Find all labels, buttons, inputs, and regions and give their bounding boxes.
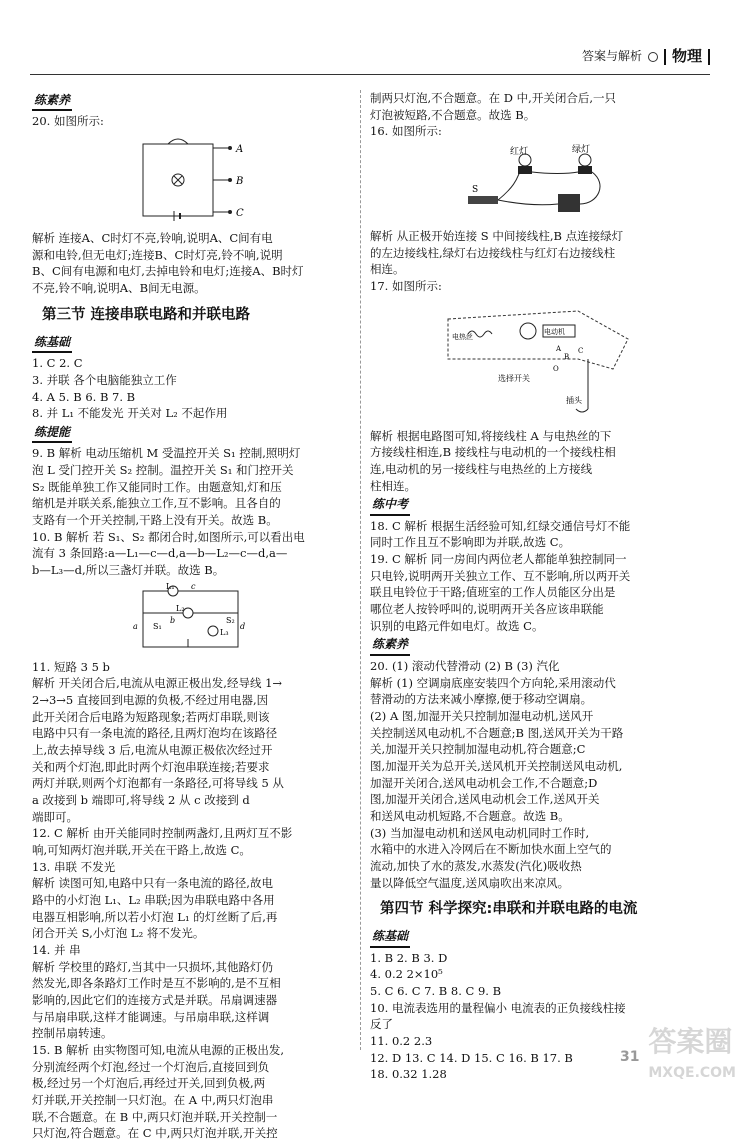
svg-text:电热丝: 电热丝: [451, 332, 473, 341]
q18: 18. C 解析 根据生活经验可知,红绿交通信号灯不能 同时工作且互不影响即为并联,故选 C。: [370, 518, 631, 550]
svg-text:L₃: L₃: [220, 627, 229, 637]
bell-icon: [168, 139, 188, 144]
switch-icon: [468, 196, 498, 204]
tag-lian-suyang: 练素养: [32, 92, 72, 111]
q15-continued: 制两只灯泡,不合题意。在 D 中,开关闭合后,一只 灯泡被短路,不合题意。故选 B。: [370, 91, 616, 122]
q20-title: 20. 如图所示:: [32, 114, 104, 129]
tag-lian-suyang-2: 练素养: [370, 636, 410, 655]
svg-text:C: C: [577, 346, 583, 355]
svg-text:S: S: [471, 185, 478, 196]
svg-text:绿灯: 绿灯: [571, 145, 590, 156]
tag-lian-tineng: 练提能: [32, 424, 72, 443]
basic-answers: 1. C 2. C 3. 并联 各个电脑能独立工作 4. A 5. B 6. B 7. B 8. 并 L₁ 不能发光 开关对 L₂ 不起作用: [32, 356, 228, 421]
battery-icon: [558, 194, 580, 212]
left-column: [32, 90, 354, 1142]
dryer-outline: [448, 311, 628, 369]
green-lamp-icon: [579, 154, 591, 166]
figure-17-hairdryer: [438, 299, 638, 424]
page-header: [582, 46, 710, 68]
terminal-c-label: C: [236, 208, 244, 220]
page-number: 31: [620, 1048, 640, 1065]
svg-text:S₁: S₁: [153, 621, 162, 631]
figure-10-circuit: [128, 583, 258, 655]
column-divider: [360, 90, 361, 1050]
q17-solution: 解析 根据电路图可知,将接线柱 A 与电热丝的下 方接线柱相连,B 接线柱与电动机的一个接线柱相 连,电动机的另一接线柱与电热丝的上方接线 柱相连。: [370, 428, 616, 493]
svg-text:a: a: [133, 621, 138, 631]
svg-text:c: c: [191, 582, 196, 591]
q12: 12. C 解析 由开关能同时控制两盏灯,且两灯互不影 响,可知两灯泡并联,开关在干路上,故选 C。: [32, 826, 293, 857]
q16-solution: 解析 从正极开始连接 S 中间接线柱,B 点连接绿灯 的左边接线柱,绿灯右边接线柱与红灯右边接线柱 相连。: [370, 229, 624, 277]
svg-text:b: b: [170, 615, 176, 625]
svg-text:电动机: 电动机: [543, 327, 565, 336]
terminal-b-label: B: [236, 176, 244, 188]
figure-20-circuit: [128, 134, 258, 226]
q20-right: 20. (1) 滚动代替滑动 (2) B (3) 汽化 解析 (1) 空调扇底座安装四个方向轮,采用滚动代 替滑动的方法来减小摩擦,便于移动空调扇。 (2) A 图,加湿开关只控制加湿电动机,送风开 关控制送风电动机,不合题意;B 图,送风开关为干路 关,加湿开关只控制加湿电动机,符合题意;C 图,加湿开关为总开关,送风机开关控制送风电动机, 加湿开关闭合,送风电动机会工作,不合题意;D 图,加湿开关闭合,送风电动机会工作,送风开关 和送风电动机短路,不合题意。故选 B。 (3) 当加湿电动机和送风电动机同时工作时, 水箱中的水进入冷网后在不断加快水面上空气的 流动,加快了水的蒸发,水蒸发(汽化)吸收热 量以降低空气温度,送风扇吹出来凉风。: [370, 658, 624, 890]
svg-text:选择开关: 选择开关: [497, 373, 530, 383]
q9: 9. B 解析 电动压缩机 M 受温控开关 S₁ 控制,照明灯 泡 L 受门控开关 S₂ 控制。温控开关 S₁ 和门控开关 S₂ 既能单独工作又能同时工作。由题意知,灯和压 缩机是并联关系,能独立工作,互不影响。且各自的 支路有一个开关控制,干路上没有开关。故选 B。: [32, 446, 301, 527]
q19: 19. C 解析 同一房间内两位老人都能单独控制同一 只电铃,说明两开关独立工作、互不影响,所以两开关 联且电铃位于干路;值班室的工作人员能区分出是 哪位老人按铃呼叫的,说明两开关各应该串联能 识别的电路元件如电灯。故选 C。: [370, 552, 631, 633]
fan-icon: [520, 323, 536, 339]
header-rule: [30, 74, 710, 75]
q14: 14. 并 串 解析 学校里的路灯,当其中一只损坏,其他路灯仍 然发光,即各条路灯工作时是互不影响的,是不互相 影响的,因此它们的连接方式是并联。吊扇调速器 与吊扇串联,这样才能调速。与吊扇串联,这样调 控制吊扇转速。: [32, 943, 281, 1041]
watermark-logo: 答案圈 MXQE.COM: [648, 1025, 736, 1081]
svg-text:B: B: [563, 352, 569, 361]
svg-text:L₂: L₂: [176, 603, 185, 613]
basic-answers-4: 1. B 2. B 3. D 4. 0.2 2×10⁵ 5. C 6. C 7. B 8. C 9. B 10. 电流表选用的量程偏小 电流表的正负接线柱接 反了 11. 0.2 2.3 12. D 13. C 14. D 15. C 16. B 17. B 18. 0.32 1.28: [370, 950, 626, 1082]
lamp-l3-icon: [208, 626, 218, 636]
circle-icon: [648, 52, 658, 62]
svg-text:O: O: [552, 364, 559, 373]
q17-title: 17. 如图所示:: [370, 279, 442, 294]
q11: 11. 短路 3 5 b 解析 开关闭合后,电流从电源正极出发,经导线 1→ 2→3→5 直接回到电源的负极,不经过用电器,因 此开关闭合后电路为短路现象;若两灯串联,则该 电路中只有一条电流的路径,且两灯泡均在该路径 上,故去掉导线 3 后,电流从电源正极依次经过开 关和两个灯泡,即此时两个灯泡串联连接;若要求 两灯并联,则两个灯泡都有一条路径,可将导线 5 从 a 改接到 b 端即可,将导线 2 从 c 改接到 d 端即可。: [32, 659, 284, 824]
q16-title: 16. 如图所示:: [370, 124, 442, 139]
header-subject: 物理: [671, 47, 702, 66]
tag-lian-zhongkao: 练中考: [370, 496, 410, 515]
svg-text:L₁: L₁: [166, 582, 175, 591]
red-lamp-base: [518, 166, 532, 174]
section-title-3: 第三节 连接串联电路和并联电路: [42, 306, 251, 323]
svg-text:红灯: 红灯: [509, 147, 528, 158]
q10: 10. B 解析 若 S₁、S₂ 都闭合时,如图所示,可以看出电 流有 3 条回路:a—L₁—c—d,a—b—L₂—c—d,a— b—L₃—d,所以三盏灯并联。故选 B。: [32, 529, 305, 577]
divider: [708, 49, 710, 65]
terminal-a-label: A: [236, 144, 244, 156]
q15: 15. B 解析 由实物图可知,电流从电源的正极出发, 分别流经两个灯泡,经过一个灯泡后,直接回到负 极,经过另一个灯泡后,再经过开关,回到负极,两 灯并联,开关控制一只灯泡。在 A 中,两只灯泡串 联,不合题意。在 B 中,两只灯泡并联,开关控制一 只灯泡,符合题意。在 C 中,两只灯泡并联,开关控: [32, 1043, 285, 1141]
svg-text:d: d: [240, 621, 246, 631]
green-lamp-base: [578, 166, 592, 174]
svg-text:插头: 插头: [565, 395, 582, 405]
section-title-4: 第四节 科学探究:串联和并联电路的电流: [380, 901, 638, 918]
fig10-wires: [143, 591, 238, 647]
svg-text:A: A: [555, 344, 561, 353]
tag-lian-jichu: 练基础: [32, 334, 72, 353]
q13: 13. 串联 不发光 解析 读图可知,电路中只有一条电流的路径,故电 路中的小灯泡 L₁、L₂ 串联;因为串联电路中各用 电器互相影响,所以若小灯泡 L₁ 的灯丝断了后,再 闭合开关 S,小灯泡 L₂ 将不发光。: [32, 859, 278, 941]
header-section: 答案与解析: [581, 49, 642, 64]
right-column: [370, 90, 705, 1083]
tag-lian-jichu-2: 练基础: [370, 928, 410, 947]
divider: [664, 49, 666, 65]
figure-16-circuit: [448, 144, 628, 224]
svg-text:S₂: S₂: [226, 615, 235, 625]
q20-solution: 解析 连接A、C时灯不亮,铃响,说明A、C间有电 源和电铃,但无电灯;连接B、C时灯亮,铃不响,说明 B、C间有电源和电灯,去掉电铃和电灯;连接A、B时灯 不亮,铃不响,说明A、B间无电源。: [32, 231, 304, 296]
